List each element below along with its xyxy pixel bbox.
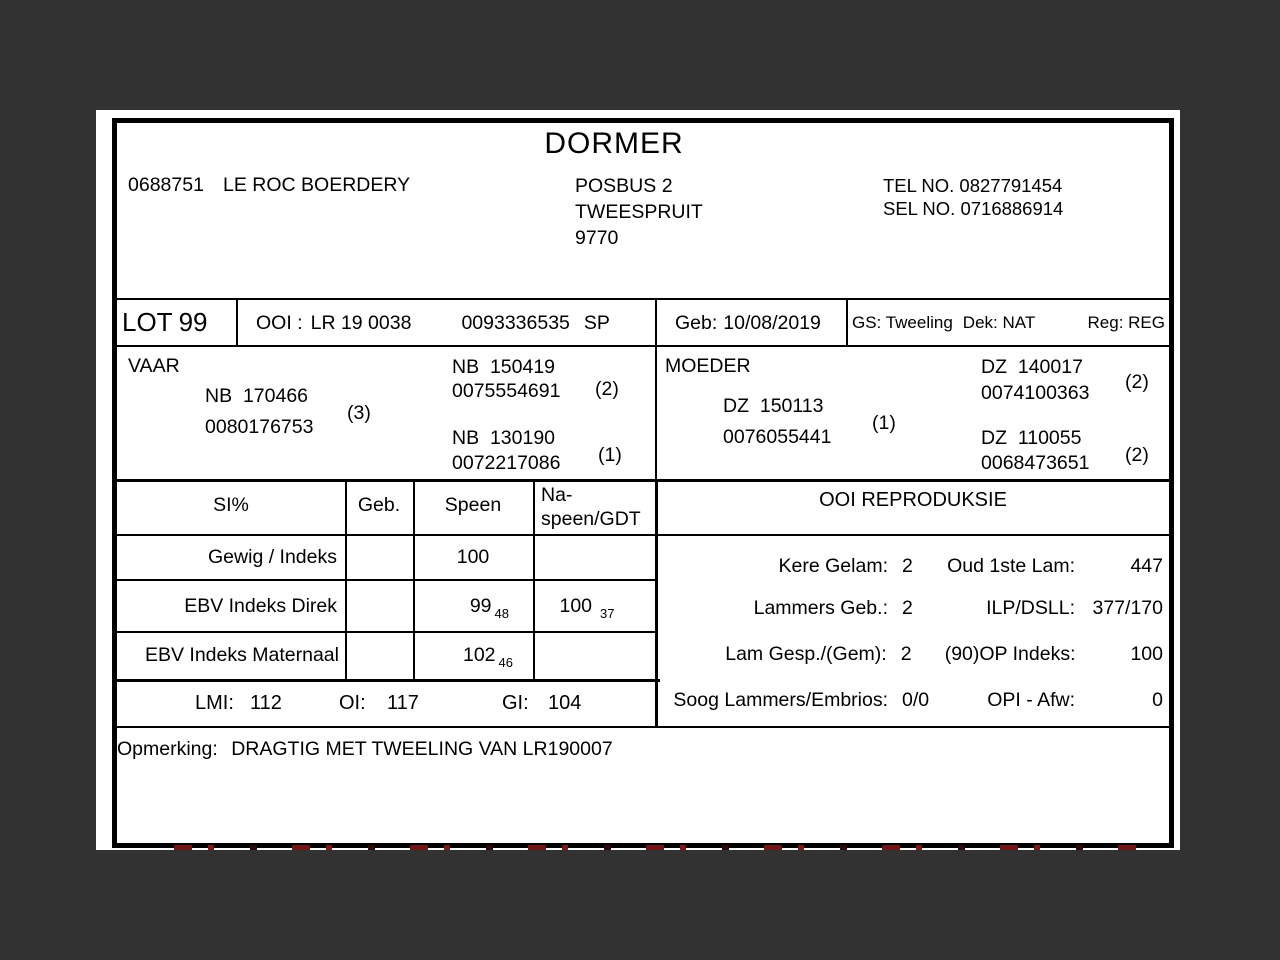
- gi-label: GI:: [502, 692, 529, 714]
- geb-date: 10/08/2019: [723, 311, 821, 334]
- opmerking-text: DRAGTIG MET TWEELING VAN LR190007: [231, 738, 613, 760]
- reproduksie-row-4: [657, 687, 1169, 714]
- dam-sire-id: DZ 140017: [981, 356, 1083, 378]
- lmi-label: LMI:: [195, 692, 234, 714]
- clipped-red-text-fragments: [174, 845, 1152, 850]
- oi-label: OI:: [339, 692, 366, 714]
- ooi-reg-suffix: SP: [583, 311, 610, 334]
- pedigree-section: [117, 347, 1169, 479]
- contact-block: [883, 174, 1063, 220]
- lammers-geb-value: 2: [902, 597, 913, 619]
- gs-cell: [848, 300, 1169, 345]
- tel-number: TEL NO. 0827791454: [883, 175, 1063, 196]
- ooi-cell: [238, 300, 657, 345]
- opmerking-row: [117, 737, 613, 761]
- lam-gesp-value: 2: [900, 643, 912, 665]
- catalog-page: [96, 110, 1180, 850]
- ooi-reg-no: 0093336535: [461, 311, 570, 334]
- table-value-gewig-speen: 100: [456, 546, 490, 568]
- oud-1ste-lam-value: 447: [1130, 555, 1163, 577]
- breeder-name: LE ROC BOERDERY: [223, 174, 411, 196]
- reproduksie-row-2: [657, 595, 1169, 622]
- table-row-divider-2: [117, 631, 657, 633]
- sire-dam-reg: 0072217086: [452, 452, 561, 474]
- sire-mark: (3): [347, 402, 371, 424]
- accuracy-subscript: 48: [494, 606, 509, 621]
- oi-value: 117: [387, 692, 419, 714]
- sel-number: SEL NO. 0716886914: [883, 198, 1064, 219]
- dam-sire-mark: (2): [1125, 371, 1149, 393]
- table-header-naspeen: Na- speen/GDT: [541, 484, 641, 530]
- dam-reg: 0076055441: [723, 426, 832, 448]
- dam-mark: (1): [872, 412, 896, 434]
- reproduksie-row-3: [657, 641, 1169, 668]
- lot-number: 99: [178, 307, 208, 337]
- lot-row: [117, 298, 1169, 347]
- table-header-geb: Geb.: [357, 494, 401, 516]
- table-header-speen: Speen: [444, 494, 502, 516]
- table-header-underline: [117, 534, 1169, 536]
- opi-afw-label: OPI - Afw:: [987, 689, 1075, 711]
- table-row-label-gewig: Gewig / Indeks: [208, 546, 337, 568]
- soog-lammers-label: Soog Lammers/Embrios:: [673, 689, 888, 711]
- kere-gelam-value: 2: [902, 555, 913, 577]
- vaar-label: VAAR: [128, 355, 180, 377]
- lot-label: LOT: [122, 307, 173, 337]
- table-value-direk-naspeen: 100 $_{37}$: [559, 595, 615, 621]
- accuracy-subscript: 46: [498, 655, 513, 670]
- breeder-number: 0688751: [128, 174, 204, 196]
- geb-cell: [657, 300, 848, 345]
- lam-gesp-label: Lam Gesp./(Gem):: [725, 643, 887, 665]
- moeder-label: MOEDER: [665, 355, 751, 377]
- lam-gesp-gem-value: (90): [944, 643, 980, 665]
- dam-id: DZ 150113: [723, 395, 824, 417]
- table-header-si: SI%: [213, 494, 249, 516]
- section-divider-bottom: [117, 726, 1169, 728]
- table-bottom-border: [117, 679, 660, 682]
- sire-sire-mark: (2): [595, 378, 619, 400]
- reproduksie-row-1: [657, 553, 1169, 580]
- breeder-address: [575, 173, 703, 251]
- table-row-label-direk: EBV Indeks Direk: [184, 595, 337, 617]
- dam-dam-mark: (2): [1125, 444, 1149, 466]
- ooi-id: LR 19 0038: [310, 311, 412, 334]
- address-line-2: TWEESPRUIT: [575, 201, 703, 223]
- sire-reg: 0080176753: [205, 416, 314, 438]
- lot-cell: [117, 300, 238, 345]
- table-row-label-maternaal: EBV Indeks Maternaal: [144, 644, 339, 666]
- sire-dam-id: NB 130190: [452, 427, 556, 449]
- ilp-dsll-label: ILP/DSLL:: [986, 597, 1075, 619]
- oud-1ste-lam-label: Oud 1ste Lam:: [947, 555, 1075, 577]
- lmi-value: 112: [250, 692, 282, 714]
- dam-dam-id: DZ 110055: [981, 427, 1082, 449]
- geb-label: Geb:: [675, 311, 718, 334]
- address-line-1: POSBUS 2: [575, 175, 673, 197]
- indices-row: [117, 688, 657, 722]
- dam-dam-reg: 0068473651: [981, 452, 1090, 474]
- op-indeks-label: OP Indeks:: [979, 643, 1076, 665]
- page-title: DORMER: [544, 127, 684, 160]
- reg-value: Reg: REG: [1087, 312, 1165, 332]
- soog-lammers-value: 0/0: [902, 689, 930, 711]
- op-indeks-value: 100: [1130, 643, 1163, 665]
- table-value-maternaal-speen: 102 $_{46}$: [462, 644, 513, 670]
- ilp-dsll-value: 377/170: [1092, 597, 1163, 619]
- gs-value: GS: Tweeling: [852, 312, 953, 332]
- section-divider-top: [117, 479, 1169, 482]
- kere-gelam-label: Kere Gelam:: [778, 555, 888, 577]
- dam-sire-reg: 0074100363: [981, 382, 1090, 404]
- table-row-divider-1: [117, 579, 657, 581]
- sire-dam-mark: (1): [598, 444, 622, 466]
- sire-sire-reg: 0075554691: [452, 380, 561, 402]
- pedigree-divider: [655, 347, 657, 479]
- ooi-label: OOI :: [256, 311, 303, 334]
- table-col-divider-3: [533, 482, 535, 679]
- reproduksie-title: OOI REPRODUKSIE: [819, 489, 1007, 511]
- sire-id: NB 170466: [205, 385, 309, 407]
- table-value-direk-speen: 99 $_{48}$: [469, 595, 509, 621]
- opmerking-label: Opmerking:: [117, 738, 218, 760]
- opi-afw-value: 0: [1152, 689, 1163, 711]
- page-frame: [112, 118, 1174, 848]
- sire-sire-id: NB 150419: [452, 356, 556, 378]
- dek-value: Dek: NAT: [962, 312, 1036, 332]
- page-content: [117, 123, 1169, 843]
- address-line-3: 9770: [575, 227, 619, 249]
- accuracy-subscript: 37: [600, 606, 615, 621]
- lammers-geb-label: Lammers Geb.:: [753, 597, 888, 619]
- gi-value: 104: [548, 692, 582, 714]
